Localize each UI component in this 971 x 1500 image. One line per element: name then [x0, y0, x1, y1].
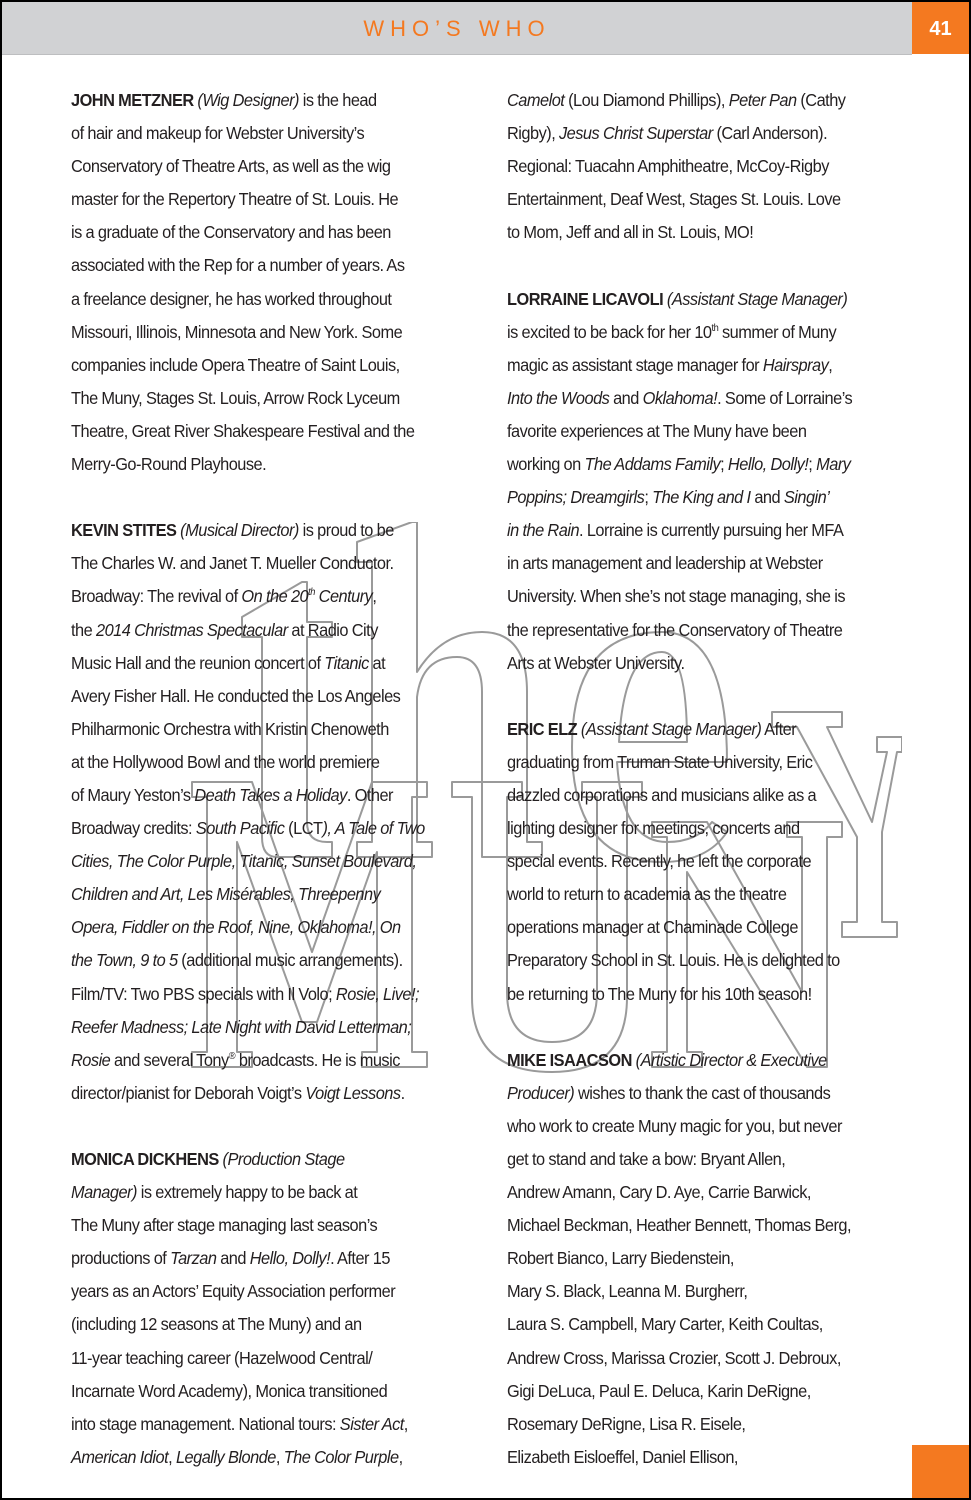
- italic-text: (Musical Director): [180, 520, 299, 541]
- text-line: [507, 514, 888, 547]
- text-line: [507, 216, 888, 249]
- text-line: [71, 1011, 452, 1044]
- body-text: productions of: [71, 1248, 171, 1269]
- italic-text: (Artistic Director & Executive: [635, 1049, 827, 1070]
- superscript: th: [711, 322, 719, 334]
- text-line: [71, 1242, 452, 1275]
- text-line: [71, 878, 452, 911]
- body-text: lighting designer for meetings, concerts and: [507, 818, 800, 839]
- text-line: [507, 1308, 888, 1341]
- text-line: [507, 779, 888, 812]
- body-text: (Lou Diamond Phillips),: [564, 90, 729, 110]
- text-line: [507, 1209, 888, 1242]
- text-line: [507, 614, 888, 647]
- body-text: Elizabeth Eisloeffel, Daniel Ellison,: [507, 1446, 738, 1467]
- body-text: is a graduate of the Conservatory and has been: [71, 222, 391, 243]
- body-text: in arts management and leadership at Webster: [507, 553, 823, 574]
- body-text: After: [761, 718, 797, 739]
- italic-text: Century: [314, 586, 373, 607]
- text-line: [507, 944, 888, 977]
- text-line: [71, 614, 452, 647]
- body-text: broadcasts. He is music: [235, 1049, 400, 1070]
- person-name: LORRAINE LICAVOLI: [507, 288, 667, 309]
- italic-text: The Addams Family: [584, 454, 721, 475]
- body-text: Conservatory of Theatre Arts, as well as the wig: [71, 156, 391, 177]
- text-line: [507, 448, 888, 481]
- text-line: [507, 911, 888, 944]
- text-line: [71, 1275, 452, 1308]
- text-line: [71, 1342, 452, 1375]
- italic-text: Peter Pan: [728, 90, 797, 110]
- text-line: [71, 1408, 452, 1441]
- body-text: and: [750, 487, 784, 508]
- text-line: [71, 647, 452, 680]
- body-text: who work to create Muny magic for you, but never: [507, 1115, 842, 1136]
- text-line: [71, 1209, 452, 1242]
- body-text: Merry-Go-Round Playhouse.: [71, 454, 267, 475]
- italic-text: Death Takes a Holiday: [194, 784, 347, 805]
- body-text: The Charles W. and Janet T. Mueller Conductor.: [71, 553, 394, 574]
- body-text: dazzled corporations and musicians alike as a: [507, 784, 817, 805]
- body-text: special events. Recently, he left the corporate: [507, 851, 812, 872]
- body-text: (including 12 seasons at The Muny) and an: [71, 1314, 362, 1335]
- text-line: [71, 1308, 452, 1341]
- italic-text: ), A Tale of Two: [322, 818, 425, 839]
- person-name: JOHN METZNER: [71, 90, 198, 110]
- italic-text: Producer): [507, 1082, 575, 1103]
- text-line: [71, 216, 452, 249]
- italic-text: (Assistant Stage Manager): [666, 288, 848, 309]
- text-line: [507, 580, 888, 613]
- italic-text: Poppins; Dreamgirls: [507, 487, 645, 508]
- body-text: Rigby),: [507, 123, 560, 144]
- text-line: [71, 911, 452, 944]
- body-text: Entertainment, Deaf West, Stages St. Louis. Love: [507, 189, 841, 210]
- italic-text: in the Rain: [507, 520, 580, 541]
- text-line: [507, 1342, 888, 1375]
- body-text: 11-year teaching career (Hazelwood Central/: [71, 1347, 373, 1368]
- text-line: [507, 845, 888, 878]
- paragraph-spacer: [507, 680, 888, 713]
- text-line: [507, 481, 888, 514]
- body-text: ,: [168, 1446, 176, 1467]
- text-line: [71, 448, 452, 481]
- text-line: [71, 944, 452, 977]
- text-line: [507, 1242, 888, 1275]
- superscript: th: [308, 587, 315, 599]
- body-text: director/pianist for Deborah Voigt’s: [71, 1082, 306, 1103]
- text-line: [71, 382, 452, 415]
- magazine-page: [2, 2, 969, 1498]
- italic-text: American Idiot: [71, 1446, 169, 1467]
- person-name: ERIC ELZ: [507, 718, 581, 739]
- text-line: [71, 1176, 452, 1209]
- italic-text: Children and Art, Les Misérables, Threepenny: [71, 884, 381, 905]
- body-text: wishes to thank the cast of thousands: [574, 1082, 831, 1103]
- body-text: and: [216, 1248, 250, 1269]
- text-line: [507, 1110, 888, 1143]
- italic-text: Tarzan: [170, 1248, 217, 1269]
- text-line: [507, 713, 888, 746]
- body-text: Preparatory School in St. Louis. He is delighted to: [507, 950, 840, 971]
- body-text: is extremely happy to be back at: [136, 1182, 358, 1203]
- text-line: [507, 415, 888, 448]
- text-line: [507, 878, 888, 911]
- body-text: graduating from Truman State University, Eric: [507, 751, 813, 772]
- body-text: Philharmonic Orchestra with Kristin Chenoweth: [71, 718, 389, 739]
- text-line: [71, 1375, 452, 1408]
- italic-text: On the 20: [241, 586, 309, 607]
- text-line: [71, 1044, 452, 1077]
- bio-column-left: [71, 84, 452, 1474]
- text-line: [71, 746, 452, 779]
- text-line: [507, 812, 888, 845]
- body-text: The Muny after stage managing last season’s: [71, 1215, 378, 1236]
- body-text: Regional: Tuacahn Amphitheatre, McCoy-Rigby: [507, 156, 829, 177]
- italic-text: The Color Purple: [283, 1446, 399, 1467]
- text-line: [507, 316, 888, 349]
- text-line: [71, 1077, 452, 1110]
- body-text: magic as assistant stage manager for: [507, 354, 763, 375]
- body-text: summer of Muny: [718, 321, 837, 342]
- body-text: into stage management. National tours:: [71, 1413, 340, 1434]
- body-text: of hair and makeup for Webster University’s: [71, 123, 365, 144]
- body-text: .: [400, 1082, 405, 1103]
- italic-text: Reefer Madness; Late Night with David Letterman;: [71, 1016, 412, 1037]
- text-line: [507, 1275, 888, 1308]
- italic-text: (Assistant Stage Manager): [580, 718, 762, 739]
- text-line: [71, 580, 452, 613]
- text-line: [507, 382, 888, 415]
- body-text: Michael Beckman, Heather Bennett, Thomas Berg,: [507, 1215, 852, 1236]
- body-text: ,: [372, 586, 377, 607]
- body-text: Music Hall and the reunion concert of: [71, 652, 325, 673]
- body-text: ,: [275, 1446, 284, 1467]
- body-text: Broadway credits:: [71, 818, 196, 839]
- text-line: [507, 1044, 888, 1077]
- page-number-tab: [912, 2, 969, 54]
- body-text: Andrew Amann, Cary D. Aye, Carrie Barwick,: [507, 1182, 811, 1203]
- body-text: a freelance designer, he has worked throughout: [71, 288, 392, 309]
- italic-text: (Wig Designer): [197, 90, 299, 110]
- body-text: Missouri, Illinois, Minnesota and New York. Some: [71, 321, 403, 342]
- italic-text: Cities, The Color Purple, Titanic, Sunset Boulevard,: [71, 851, 417, 872]
- body-text: . Some of Lorraine’s: [717, 387, 853, 408]
- body-text: world to return to academia as the theatre: [507, 884, 787, 905]
- body-text: Film/TV: Two PBS specials with Il Volo;: [71, 983, 336, 1004]
- body-text: (Carl Anderson).: [712, 123, 828, 144]
- text-line: [507, 349, 888, 382]
- italic-text: Sister Act: [339, 1413, 404, 1434]
- body-text: ,: [403, 1413, 408, 1434]
- text-line: [507, 1441, 888, 1474]
- text-line: [71, 812, 452, 845]
- text-line: [71, 680, 452, 713]
- text-line: [507, 746, 888, 779]
- body-text: Gigi DeLuca, Paul E. Deluca, Karin DeRigne,: [507, 1380, 811, 1401]
- body-text: Robert Bianco, Larry Biedenstein,: [507, 1248, 734, 1269]
- body-text: the representative for the Conservatory of Theatre: [507, 619, 843, 640]
- italic-text: Camelot: [507, 90, 565, 110]
- body-text: Andrew Cross, Marissa Crozier, Scott J. Debroux,: [507, 1347, 841, 1368]
- body-text: operations manager at Chaminade College: [507, 917, 798, 938]
- text-line: [71, 84, 452, 117]
- text-line: [71, 978, 452, 1011]
- italic-text: Oklahoma!: [642, 387, 718, 408]
- body-text: and: [609, 387, 643, 408]
- italic-text: Rosie: [71, 1049, 111, 1070]
- person-name: MONICA DICKHENS: [71, 1149, 223, 1169]
- text-line: [507, 547, 888, 580]
- italic-text: South Pacific: [195, 818, 285, 839]
- italic-text: Mary: [816, 454, 851, 475]
- italic-text: Titanic: [324, 652, 369, 673]
- text-line: [71, 183, 452, 216]
- body-text: . Other: [346, 784, 393, 805]
- body-text: be returning to The Muny for his 10th season!: [507, 983, 812, 1004]
- italic-text: Voigt Lessons: [305, 1082, 401, 1103]
- body-text: Laura S. Campbell, Mary Carter, Keith Coultas,: [507, 1314, 823, 1335]
- text-line: [507, 84, 888, 117]
- body-text: to Mom, Jeff and all in St. Louis, MO!: [507, 222, 754, 243]
- paragraph-spacer: [507, 1011, 888, 1044]
- text-line: [507, 183, 888, 216]
- text-line: [507, 283, 888, 316]
- paragraph-spacer: [71, 1110, 452, 1143]
- body-text: . Lorraine is currently pursuing her MFA: [579, 520, 844, 541]
- body-text: The Muny, Stages St. Louis, Arrow Rock Lyceum: [71, 387, 400, 408]
- italic-text: Hello, Dolly!: [727, 454, 809, 475]
- body-text: (LCT: [284, 818, 323, 839]
- italic-text: (Production Stage: [222, 1149, 345, 1169]
- body-text: University. When she’s not stage managing, she is: [507, 586, 845, 607]
- text-line: [507, 1176, 888, 1209]
- text-line: [507, 117, 888, 150]
- body-text: favorite experiences at The Muny have been: [507, 420, 807, 441]
- person-name: KEVIN STITES: [71, 520, 181, 541]
- text-line: [507, 1408, 888, 1441]
- italic-text: Jesus Christ Superstar: [559, 123, 713, 144]
- body-text: ;: [808, 454, 817, 475]
- italic-text: Singin’: [783, 487, 830, 508]
- text-line: [507, 647, 888, 680]
- body-text: Avery Fisher Hall. He conducted the Los Angeles: [71, 685, 401, 706]
- paragraph-spacer: [507, 249, 888, 282]
- text-line: [71, 514, 452, 547]
- text-line: [507, 978, 888, 1011]
- body-text: master for the Repertory Theatre of St. Louis. He: [71, 189, 399, 210]
- body-text: and several Tony: [110, 1049, 229, 1070]
- body-text: . After 15: [330, 1248, 390, 1269]
- body-text: Broadway: The revival of: [71, 586, 242, 607]
- italic-text: the Town, 9 to 5: [71, 950, 178, 971]
- italic-text: Manager): [71, 1182, 137, 1203]
- page-number: 41: [929, 18, 952, 40]
- body-text: ,: [828, 354, 833, 375]
- text-line: [71, 349, 452, 382]
- text-line: [71, 713, 452, 746]
- corner-color-tab: [912, 1445, 969, 1498]
- section-title: WHO’S WHO: [363, 16, 551, 41]
- body-text: Theatre, Great River Shakespeare Festival and the: [71, 420, 415, 441]
- text-line: [71, 845, 452, 878]
- bio-column-right: [507, 84, 888, 1474]
- text-line: [71, 1441, 452, 1474]
- body-text: get to stand and take a bow: Bryant Allen,: [507, 1149, 786, 1169]
- body-text: is proud to be: [298, 520, 394, 541]
- body-text: at Radio City: [287, 619, 378, 640]
- text-line: [507, 1375, 888, 1408]
- body-text: of Maury Yeston’s: [71, 784, 195, 805]
- italic-text: Hello, Dolly!: [249, 1248, 331, 1269]
- superscript: ®: [228, 1050, 236, 1062]
- text-line: [71, 249, 452, 282]
- body-text: at the Hollywood Bowl and the world premiere: [71, 751, 380, 772]
- body-text: Mary S. Black, Leanna M. Burgherr,: [507, 1281, 748, 1302]
- body-text: years as an Actors’ Equity Association performer: [71, 1281, 396, 1302]
- italic-text: Legally Blonde: [175, 1446, 276, 1467]
- body-text: ;: [644, 487, 653, 508]
- body-text: ,: [398, 1446, 403, 1467]
- body-text: companies include Opera Theatre of Saint Louis,: [71, 354, 400, 375]
- text-line: [71, 283, 452, 316]
- body-text: Rosemary DeRigne, Lisa R. Eisele,: [507, 1413, 746, 1434]
- person-name: MIKE ISAACSON: [507, 1049, 636, 1070]
- text-line: [71, 117, 452, 150]
- body-text: working on: [507, 454, 585, 475]
- text-line: [507, 1077, 888, 1110]
- text-line: [71, 547, 452, 580]
- italic-text: Rosie, Live!;: [335, 983, 420, 1004]
- body-text: associated with the Rep for a number of years. As: [71, 255, 405, 276]
- paragraph-spacer: [71, 481, 452, 514]
- text-line: [71, 150, 452, 183]
- italic-text: Hairspray: [762, 354, 829, 375]
- italic-text: The King and I: [652, 487, 751, 508]
- text-line: [71, 779, 452, 812]
- body-text: ;: [720, 454, 728, 475]
- italic-text: Opera, Fiddler on the Roof, Nine, Oklahoma!, On: [71, 917, 401, 938]
- body-text: the: [71, 619, 96, 640]
- text-line: [71, 1143, 452, 1176]
- text-line: [71, 316, 452, 349]
- italic-text: 2014 Christmas Spectacular: [95, 619, 288, 640]
- body-text: is the head: [298, 90, 377, 110]
- body-text: is excited to be back for her 10: [507, 321, 712, 342]
- text-line: [507, 150, 888, 183]
- body-text: at: [368, 652, 386, 673]
- italic-text: Into the Woods: [507, 387, 610, 408]
- text-line: [71, 415, 452, 448]
- body-text: (Cathy: [796, 90, 846, 110]
- body-text: Arts at Webster University.: [507, 652, 685, 673]
- body-text: Incarnate Word Academy), Monica transitioned: [71, 1380, 388, 1401]
- body-text: (additional music arrangements).: [177, 950, 403, 971]
- section-header-bar: [2, 2, 912, 55]
- text-line: [507, 1143, 888, 1176]
